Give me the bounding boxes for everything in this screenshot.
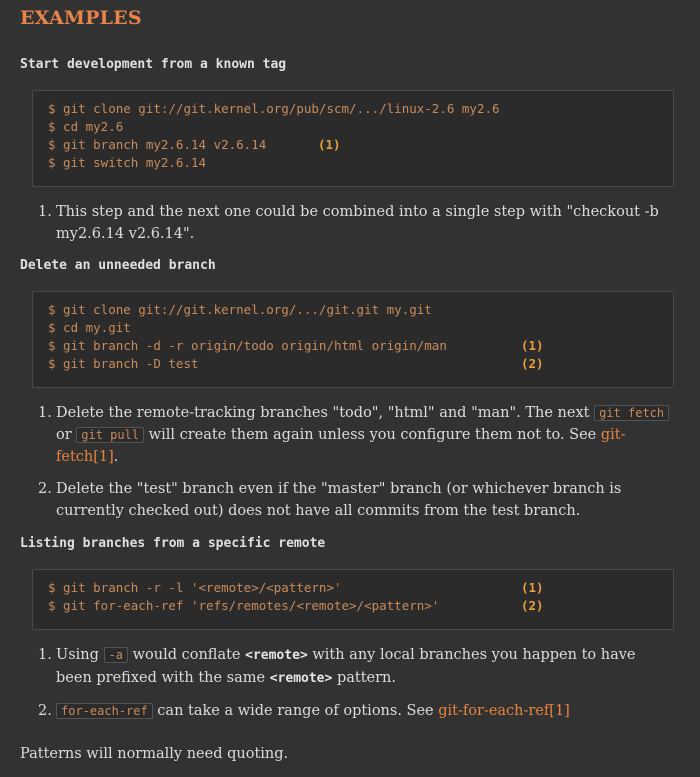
- placeholder-term: <remote>: [269, 671, 333, 686]
- section-title: EXAMPLES: [20, 7, 142, 29]
- callout-note: 2. Delete the "test" branch even if the "master" branch (or whichever branch is currently checked out) does not have all commits from the test branch.: [38, 481, 622, 519]
- code-line: $ cd my2.6: [48, 119, 124, 134]
- callout-notes-delete-branch: [20, 402, 672, 532]
- placeholder-term: <remote>: [245, 648, 308, 663]
- inline-code: git pull: [76, 427, 144, 443]
- closing-paragraph: Patterns will normally need quoting.: [20, 746, 289, 762]
- code-line: $ git branch -d -r origin/todo origin/html origin/man (1): [48, 338, 544, 353]
- callout-notes-list-remote: [20, 644, 672, 732]
- inline-code: git fetch: [594, 405, 669, 421]
- callout-marker: (1): [318, 137, 341, 152]
- callout-marker: (2): [521, 598, 544, 613]
- example-heading-known-tag: Start development from a known tag: [20, 57, 287, 72]
- code-block-known-tag: [32, 90, 674, 187]
- code-block-delete-branch: [32, 291, 674, 388]
- code-line: $ git branch my2.6.14 v2.6.14 (1): [48, 137, 341, 152]
- code-line: $ git switch my2.6.14: [48, 155, 207, 170]
- code-block-list-remote: [32, 569, 674, 630]
- code-line: $ git branch -D test (2): [48, 356, 544, 371]
- callout-note: 1. This step and the next one could be combined into a single step with "checkout -b my2.6.14 v2.6.14".: [38, 204, 659, 242]
- callout-marker: (1): [521, 338, 544, 353]
- callout-marker: (1): [521, 580, 544, 595]
- callout-marker: (2): [521, 356, 544, 371]
- callout-note: 1. Using -a would conflate <remote> with any local branches you happen to have been prefixed with the same <remote> pattern.: [38, 647, 636, 686]
- example-heading-list-remote: Listing branches from a specific remote: [20, 536, 326, 551]
- example-heading-delete-branch: Delete an unneeded branch: [20, 258, 216, 273]
- callout-note: 2. for-each-ref can take a wide range of options. See git-for-each-ref[1]: [38, 703, 570, 719]
- callout-note: 1. Delete the remote-tracking branches "todo", "html" and "man". The next git fetch or git pull will create them again unless you configure them not to. See git-fetch[1].: [56, 402, 672, 468]
- git-fetch-link[interactable]: git-fetch[1]: [56, 427, 626, 465]
- inline-code: for-each-ref: [56, 703, 153, 719]
- code-line: $ git for-each-ref 'refs/remotes/<remote>/<pattern>' (2): [48, 598, 544, 613]
- inline-code: -a: [104, 647, 128, 663]
- git-for-each-ref-link[interactable]: git-for-each-ref[1]: [438, 703, 570, 719]
- code-line: $ git branch -r -l '<remote>/<pattern>' (1): [48, 580, 544, 595]
- code-line: $ cd my.git: [48, 320, 131, 335]
- callout-notes-known-tag: [20, 201, 672, 255]
- code-line: $ git clone git://git.kernel.org/pub/scm/.../linux-2.6 my2.6: [48, 101, 500, 116]
- code-line: $ git clone git://git.kernel.org/.../git.git my.git: [48, 302, 432, 317]
